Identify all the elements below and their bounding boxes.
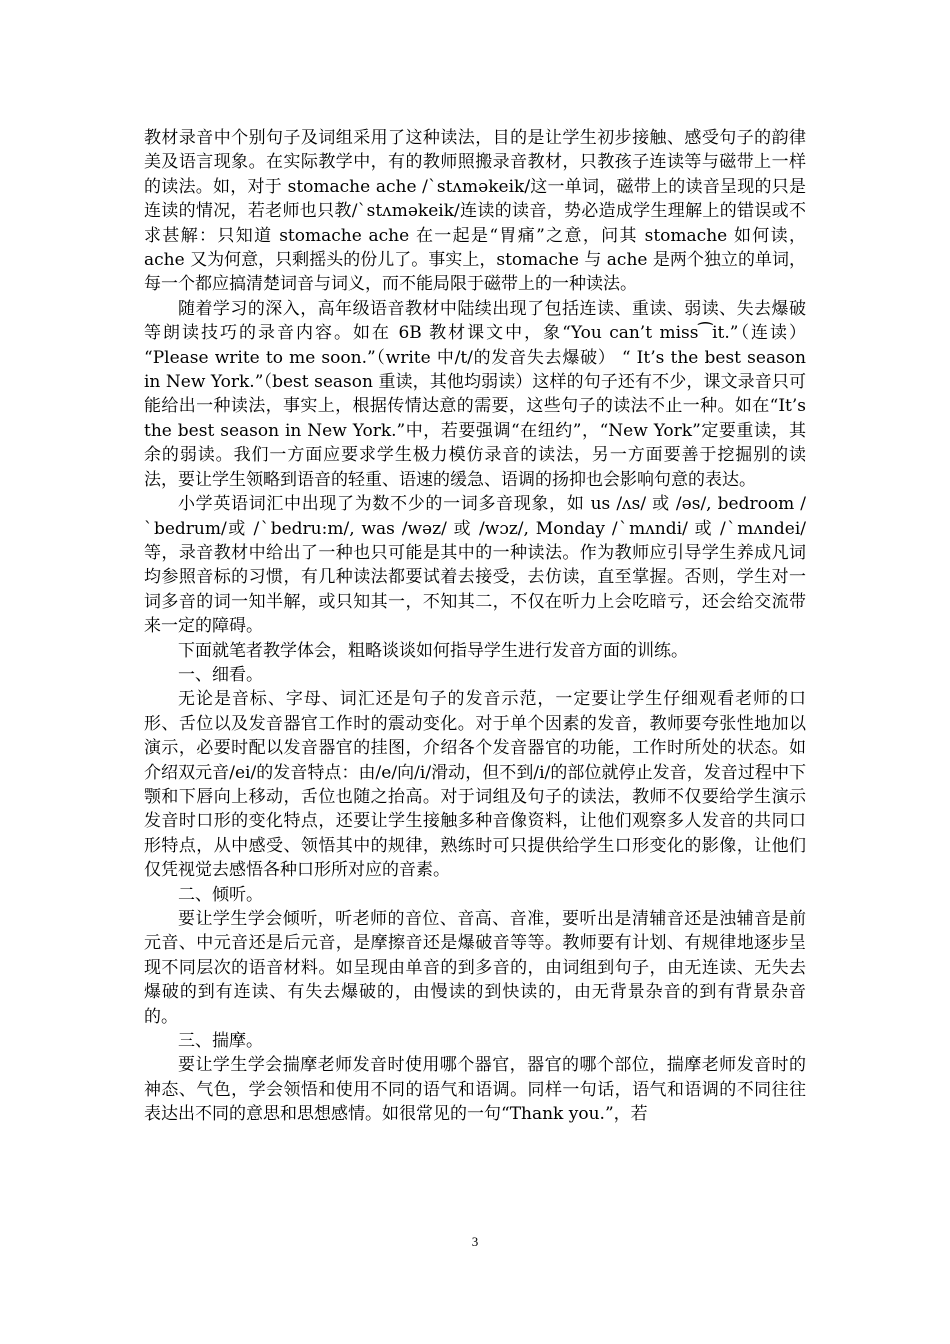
page-number: 3 [471, 1234, 479, 1249]
section-heading-imitate: 三、揣摩。 [178, 1031, 263, 1052]
paragraph-imitate: 要让学生学会揣摩老师发音时使用哪个器官，器官的哪个部位，揣摩老师发音时的神态、气色，学会领悟和使用不同的语气和语调。同样一句话，语气和语调的不同往往表达出不同的意思和思想感情。如很常见的一句“Thank you.”，若 [144, 1055, 806, 1125]
paragraph-polyphonic-words: 小学英语词汇中出现了为数不少的一词多音现象，如 us /ʌs/ 或 /əs/, bedroom /ˋbedrum/或 /ˋbedru:m/, was /wəz/ 或 /wɔz/, Monday /ˋmʌndi/ 或 /ˋmʌndei/ 等，录音教材中给出了一种也只可能是其中的一种读法。作为教师应引导学生养成凡词均参照音标的习惯，有几种读法都要试着去接受，去仿读，直至掌握。否则，学生对一词多音的词一知半解，或只知其一，不知其二，不仅在听力上会吃暗亏，还会给交流带来一定的障碍。 [144, 494, 806, 637]
paragraph-continuation: 教材录音中个别句子及词组采用了这种读法，目的是让学生初步接触、感受句子的韵律美及语言现象。在实际教学中，有的教师照搬录音教材，只教孩子连读等与磁带上一样的读法。如，对于 stomache ache /ˋstʌməkeik/这一单词，磁带上的读音呈现的只是连读的情况，若老师也只教/ˋstʌməkeik/连读的读音，势必造成学生理解上的错误或不求甚解：只知道 stomache ache 在一起是“胃痛”之意，问其 stomache 如何读，ache 又为何意，只剩摇头的份儿了。事实上，stomache 与 ache 是两个独立的单词，每一个都应搞清楚词音与词义，而不能局限于磁带上的一种读法。 [144, 128, 806, 295]
section-heading-observe: 一、细看。 [178, 664, 263, 685]
paragraph-listen: 要让学生学会倾听，听老师的音位、音高、音准，要听出是清辅音还是浊辅音是前元音、中元音还是后元音，是摩擦音还是爆破音等等。教师要有计划、有规律地逐步呈现不同层次的语音材料。如呈现由单音的到多音的，由词组到句子，由无连读、无失去爆破的到有连读、有失去爆破的，由慢读的到快读的，由无背景杂音的到有背景杂音的。 [144, 909, 806, 1027]
paragraph-reading-skills: 随着学习的深入，高年级语音教材中陆续出现了包括连读、重读、弱读、失去爆破等朗读技巧的录音内容。如在 6B 教材课文中，象“You can’t miss⁀it.”（连读） “Please write to me soon.”（write 中/t/的发音失去爆破） “ It’s the best season in New York.”（best season 重读，其他均弱读）这样的句子还有不少，课文录音只可能给出一种读法，事实上，根据传情达意的需要，这些句子的读法不止一种。如在“It’s the best season in New York.”中，若要强调“在纽约”，“New York”定要重读，其余的弱读。我们一方面应要求学生极力模仿录音的读法，另一方面要善于挖掘别的读法，要让学生领略到语音的轻重、语速的缓急、语调的扬抑也会影响句意的表达。 [144, 298, 806, 490]
paragraph-observe: 无论是音标、字母、词汇还是句子的发音示范，一定要让学生仔细观看老师的口形、舌位以及发音器官工作时的震动变化。对于单个因素的发音，教师要夸张性地加以演示，必要时配以发音器官的挂图，介绍各个发音器官的功能，工作时所处的状态。如介绍双元音/ei/的发音特点：由/e/向/i/滑动，但不到/i/的部位就停止发音，发音过程中下颚和下唇向上移动，舌位也随之抬高。对于词组及句子的读法，教师不仅要给学生演示发音时口形的变化特点，还要让学生接触多种音像资料，让他们观察多人发音的共同口形特点，从中感受、领悟其中的规律，熟练时可只提供给学生口形变化的影像，让他们仅凭视觉去感悟各种口形所对应的音素。 [144, 689, 806, 881]
body-text [144, 126, 806, 1127]
paragraph-intro-training: 下面就笔者教学体会，粗略谈谈如何指导学生进行发音方面的训练。 [178, 640, 688, 661]
section-heading-listen: 二、倾听。 [178, 884, 263, 905]
